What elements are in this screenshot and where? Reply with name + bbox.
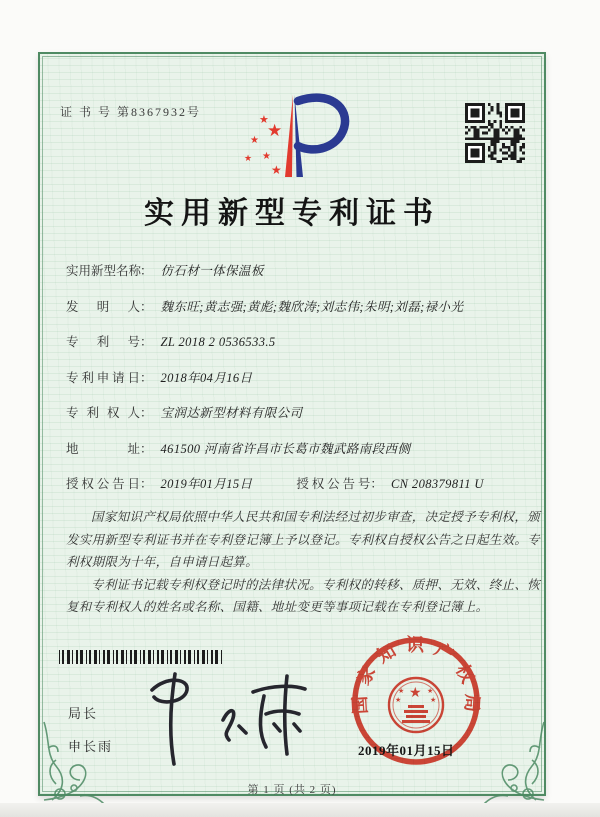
svg-text:国家知识产权局: [350, 634, 483, 715]
director-title: 局长: [68, 706, 99, 721]
svg-text:★: ★: [430, 696, 437, 704]
svg-text:★: ★: [267, 121, 283, 141]
legal-text: [66, 506, 540, 619]
field-list: [66, 261, 528, 510]
seal-agency-text: 国家知识产权局: [349, 634, 483, 715]
field-row-patentee: [66, 403, 528, 421]
logo-needle-red: [285, 95, 293, 177]
legal-paragraph-1: 国家知识产权局依照中华人民共和国专利法经过初步审查，决定授予专利权，颁发实用新型专利证书并在专利登记簿上予以登记。专利权自授权公告之日起生效。专利权期限为十年，自申请日起算。: [66, 510, 540, 569]
label-colon: ：: [370, 477, 383, 491]
field-value: 宝润达新型材料有限公司: [160, 406, 303, 420]
logo-p-curve: [298, 98, 345, 150]
svg-text:★: ★: [427, 687, 434, 695]
label-colon: ：: [140, 406, 153, 420]
svg-text:★: ★: [271, 163, 282, 177]
field-label: 实用新型名称: [66, 264, 142, 278]
field-value: ZL 2018 2 0536533.5: [160, 335, 276, 349]
svg-text:★: ★: [250, 135, 259, 146]
qr-code: [465, 103, 525, 163]
director-name: 申长雨: [68, 739, 114, 754]
svg-text:★: ★: [262, 151, 271, 162]
field-value: 2018年04月16日: [160, 370, 253, 385]
field-row-inventors: [66, 297, 528, 315]
field-value: 2019年01月15日: [160, 477, 253, 491]
logo-needle-blue: [295, 95, 304, 177]
field-value: 魏东旺;黄志强;黄彪;魏欣涛;刘志伟;朱明;刘磊;禄小光: [160, 299, 464, 314]
national-emblem-icon: [389, 678, 443, 732]
director-block: [68, 697, 113, 763]
field-label: 专利号: [66, 335, 140, 349]
field-value: CN 208379811 U: [390, 477, 484, 491]
field-row-filing-date: [66, 368, 528, 386]
label-colon: ：: [140, 299, 153, 314]
field-label: 发明人: [66, 299, 140, 314]
field-row-address: [66, 439, 528, 457]
label-colon: ：: [140, 370, 153, 385]
issue-date: 2019年01月15日: [358, 743, 455, 758]
label-colon: ：: [140, 335, 153, 349]
svg-text:★: ★: [244, 154, 253, 164]
photo-bottom-shadow: [0, 803, 600, 817]
field-row-patent-number: [66, 332, 528, 350]
field-label: 专利权人: [66, 406, 140, 420]
legal-paragraph-2: 专利证书记载专利权登记时的法律状况。专利权的转移、质押、无效、终止、恢复和专利权人的姓名或名称、国籍、地址变更等事项记载在专利登记簿上。: [66, 577, 540, 614]
field-label: 专利申请日: [66, 370, 140, 385]
svg-text:★: ★: [409, 685, 422, 701]
field-row-grant: [66, 474, 528, 492]
field-label: 授权公告日: [66, 477, 140, 491]
svg-text:★: ★: [259, 113, 269, 126]
cnipa-logo-icon: [242, 88, 358, 182]
logo-stars: [244, 113, 282, 177]
certificate-number: 证 书 号 第8367932号: [60, 105, 202, 119]
field-value: 461500 河南省许昌市长葛市魏武路南段西侧: [160, 441, 411, 456]
svg-text:★: ★: [395, 696, 402, 704]
label-colon: ：: [140, 264, 153, 278]
label-colon: ：: [140, 477, 153, 491]
field-value: 仿石材一体保温板: [160, 264, 264, 278]
certificate-page: [38, 52, 546, 796]
field-label: 地址: [66, 441, 140, 456]
label-colon: ：: [140, 441, 153, 456]
page-footer: 第 1 页 (共 2 页): [247, 784, 337, 796]
field-label: 授权公告号: [296, 477, 371, 491]
signature-icon: [135, 664, 315, 774]
svg-text:★: ★: [398, 687, 405, 695]
field-row-name: [66, 261, 528, 279]
certificate-title: 实用新型专利证书: [144, 197, 440, 230]
